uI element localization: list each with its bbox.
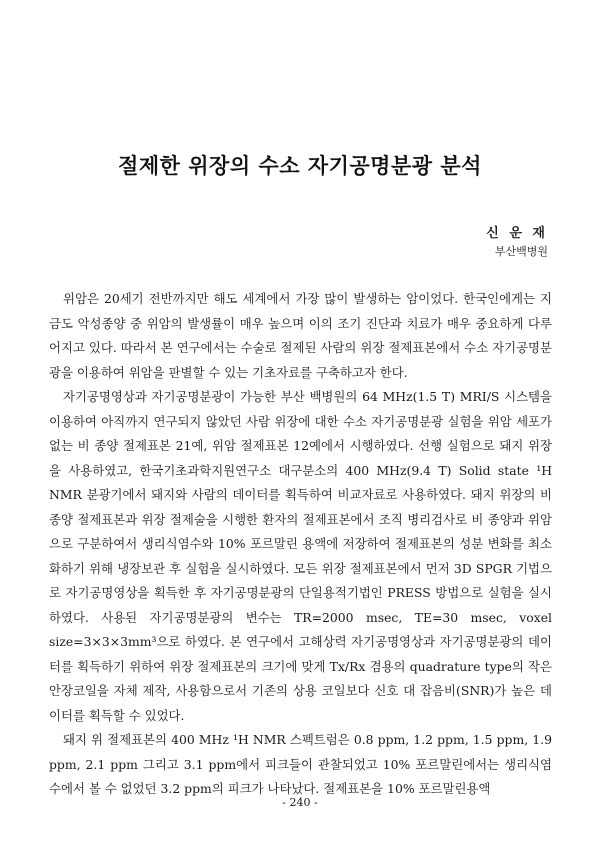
author-affiliation: 부산백병원 [494, 245, 548, 258]
page-number: - 240 - [282, 796, 318, 809]
paragraph: 돼지 위 절제표본의 400 MHz ¹H NMR 스펙트럼은 0.8 ppm, 1.2 ppm, 1.5 ppm, 1.9 ppm, 2.1 ppm 그리고 3.1 ppm에서 피크들이 관찰되었고 10% 포르말린에서는 생리식염수에서 볼 수 없었던 3.2 ppm의 피크가 나타났다. 절제표본을 10% 포르말린용액 [49, 732, 552, 796]
paragraph: 위암은 20세기 전반까지만 해도 세계에서 가장 많이 발생하는 암이었다. 한국인에게는 지금도 악성종양 중 위암의 발생률이 매우 높으며 이의 조기 진단과 치료가 매우 중요하게 다루어지고 있다. 따라서 본 연구에서는 수술로 절제된 사람의 위장 절제표본에서 수소 자기공명분광을 이용하여 위암을 판별할 수 있는 기초자료를 구축하고자 한다. [49, 291, 552, 380]
abstract-body [49, 287, 552, 802]
author-name: 신 운 재 [486, 226, 548, 241]
paragraph: 자기공명영상과 자기공명분광이 가능한 부산 백병원의 64 MHz(1.5 T) MRI/S 시스템을 이용하여 아직까지 연구되지 않았던 사람 위장에 대한 수소 자기공명분광 실험을 위암 세포가 없는 비 종양 절제표본 21예, 위암 절제표본 12예에서 시행하였다. 선행 실험으로 돼지 위장을 사용하였고, 한국기초과학지원연구소 대구분소의 400 MHz(9.4 T) Solid state ¹H NMR 분광기에서 돼지와 사람의 데이터를 획득하여 비교자료로 사용하였다. 돼지 위장의 비 종양 절제표본과 위장 절제술을 시행한 환자의 절제표본에서 조직 병리검사로 비 종양과 위암으로 구분하여서 생리식염수와 10% 포르말린 용액에 저장하여 절제표본의 성분 변화를 최소화하기 위해 냉장보관 후 실험을 실시하였다. 모든 위장 절제표본에서 먼저 3D SPGR 기법으로 자기공명영상을 획득한 후 자기공명분광의 단일용적기법인 PRESS 방법으로 실험을 실시하였다. 사용된 자기공명분광의 변수는 TR=2000 msec, TE=30 msec, voxel size=3×3×3mm³으로 하였다. 본 연구에서 고해상력 자기공명영상과 자기공명분광의 데이터를 획득하기 위하여 위장 절제표본의 크기에 맞게 Tx/Rx 겸용의 quadrature type의 작은 안장코일을 자체 제작, 사용함으로서 기존의 상용 코일보다 신호 대 잡음비(SNR)가 높은 데이터를 획득할 수 있었다. [49, 389, 552, 723]
paper-title: 절제한 위장의 수소 자기공명분광 분석 [118, 154, 482, 178]
